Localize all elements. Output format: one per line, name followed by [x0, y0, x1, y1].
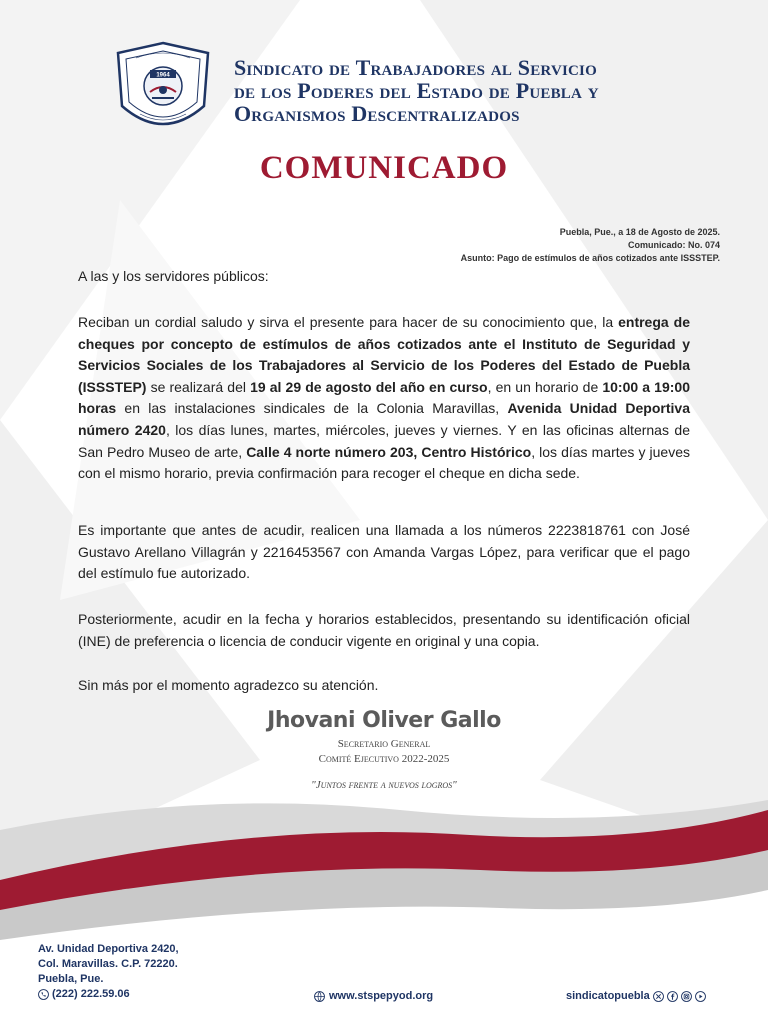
website-url: www.stspepyod.org	[329, 990, 434, 1002]
globe-icon	[314, 991, 325, 1002]
subject: Asunto: Pago de estímulos de años cotizados ante ISSSTEP.	[460, 253, 720, 263]
social-links	[566, 990, 706, 1002]
phone-number: (222) 222.59.06	[52, 988, 130, 1000]
org-name-line-3: Organismos Descentralizados	[234, 101, 520, 126]
org-name-line-2: de los Poderes del Estado de Puebla y	[234, 78, 599, 103]
svg-text:1964: 1964	[156, 72, 170, 79]
union-logo	[112, 40, 214, 144]
footer-address	[38, 942, 179, 1002]
x-icon[interactable]	[653, 991, 664, 1002]
place-date: Puebla, Pue., a 18 de Agosto de 2025.	[559, 227, 720, 237]
salutation: A las y los servidores públicos:	[78, 268, 269, 284]
address-line-2: Col. Maravillas. C.P. 72220.	[38, 958, 178, 970]
org-name-line-1: Sindicato de Trabajadores al Servicio	[234, 55, 597, 80]
paragraph-1-text: , los días martes y jueves con el mismo horario, previa confirmación para recoger el cheque en dicha sede.	[78, 443, 690, 482]
paragraph-1-text: , en un horario de	[487, 378, 603, 395]
paragraph-1-emphasis: Calle 4 norte número 203, Centro Histórico	[246, 443, 532, 460]
paragraph-1	[78, 312, 690, 485]
youtube-icon[interactable]	[695, 991, 706, 1002]
closing-line: Sin más por el momento agradezco su atención.	[78, 677, 379, 693]
signatory-role	[0, 737, 768, 767]
paragraph-1-text: se realizará del	[146, 378, 251, 395]
comunicado-number: Comunicado: No. 074	[627, 240, 720, 250]
paragraph-1-emphasis: 10:00 a 19:00 horas	[78, 378, 690, 417]
instagram-icon[interactable]	[681, 991, 692, 1002]
paragraph-1-text: , los días lunes, martes, miércoles, jueves y viernes. Y en las oficinas alternas de San Pedro Museo de arte,	[78, 421, 690, 460]
paragraph-2: Es importante que antes de acudir, realicen una llamada a los números 2223818761 con José Gustavo Arellano Villagrán y 2216453567 con Amanda Vargas López, para verificar que el pago del estímulo fue autorizado.	[78, 522, 690, 582]
document-title: COMUNICADO	[259, 150, 509, 186]
address-line-3: Puebla, Pue.	[38, 973, 104, 985]
committee-period: Comité Ejecutivo 2022-2025	[318, 753, 450, 765]
motto: "Juntos frente a nuevos logros"	[311, 779, 457, 791]
paragraph-1-text: en las instalaciones sindicales de la Colonia Maravillas,	[116, 400, 508, 417]
paragraph-3: Posteriormente, acudir en la fecha y horarios establecidos, presentando su identificación oficial (INE) de preferencia o licencia de conducir vigente en original y una copia.	[78, 611, 690, 649]
signature-block	[0, 708, 768, 791]
address-line-1: Av. Unidad Deportiva 2420,	[38, 943, 179, 955]
signatory-name: Jhovani Oliver Gallo	[267, 708, 501, 733]
organization-name	[234, 56, 734, 125]
document-meta	[461, 226, 720, 265]
paragraph-1-emphasis: entrega de cheques por concepto de estímulos de años cotizados ante el Instituto de Seguridad y Servicios Sociales de los Trabajadores al Servicio de los Poderes del Estado de Puebla (ISSSTEP)	[78, 314, 690, 395]
phone-line	[38, 987, 179, 1002]
website-link[interactable]	[314, 990, 433, 1002]
paragraph-1-emphasis: Avenida Unidad Deportiva número 2420	[78, 400, 690, 438]
facebook-icon[interactable]	[667, 991, 678, 1002]
paragraph-1-text: Reciban un cordial saludo y sirva el presente para hacer de su conocimiento que, la	[78, 314, 619, 330]
social-handle: sindicatopuebla	[566, 990, 650, 1002]
phone-icon	[38, 989, 49, 1000]
paragraph-1-emphasis: 19 al 29 de agosto del año en curso	[250, 378, 488, 395]
signatory-title: Secretario General	[337, 738, 431, 750]
